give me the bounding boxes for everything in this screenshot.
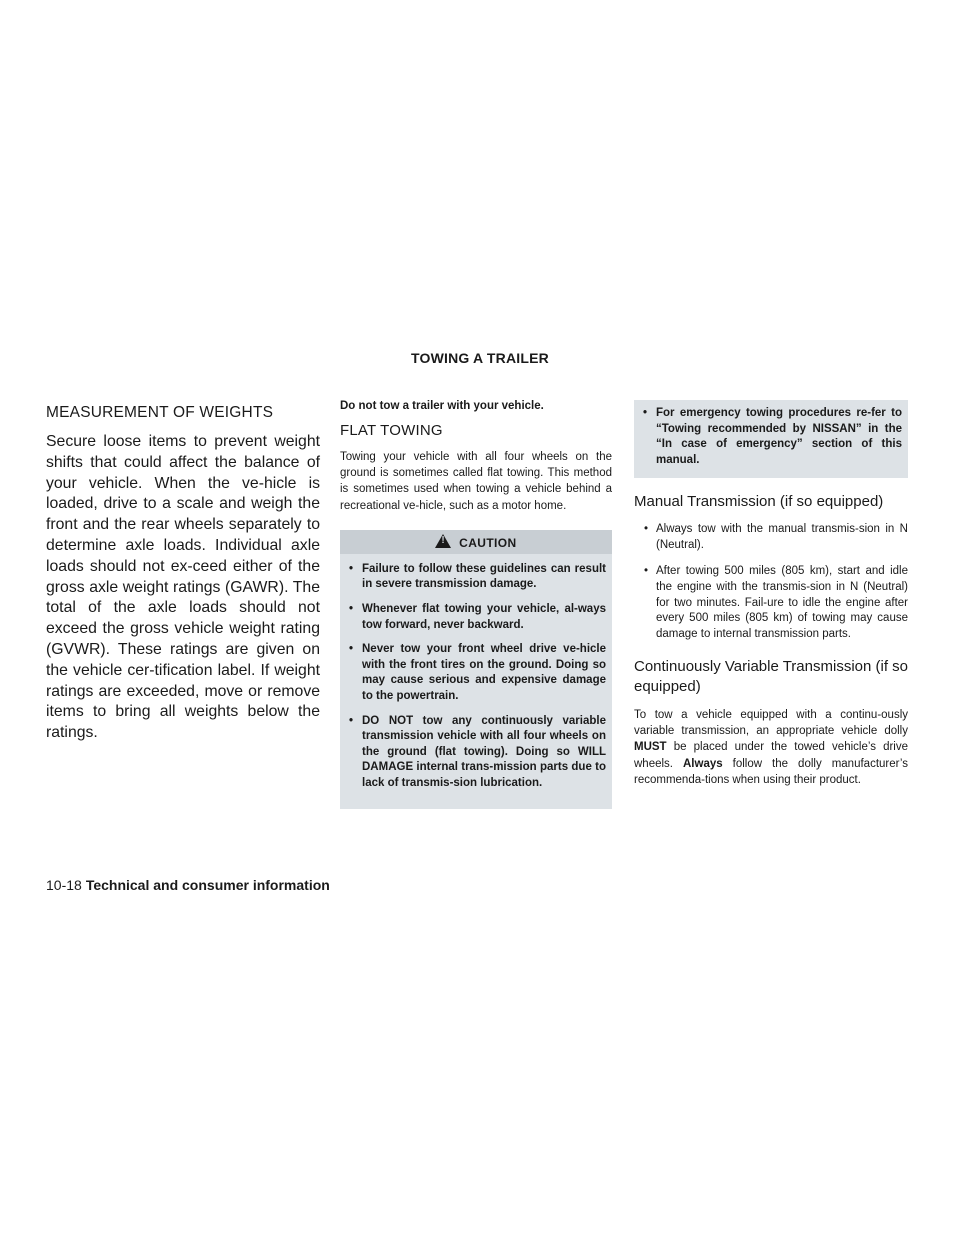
caution-item: • Failure to follow these guidelines can result in severe transmission damage. <box>348 562 606 593</box>
manual-item: • After towing 500 miles (805 km), start and idle the engine with the transmis-sion in N (Neutral) for two minutes. Fail-ure to idle the engine after every 500 miles (805 km) of towing may cause damage to internal transmission parts. <box>642 564 908 643</box>
column-1 <box>46 400 320 744</box>
caution-box <box>340 530 612 809</box>
measurement-body: Secure loose items to prevent weight shifts that could affect the balance of your vehicle. When the ve-hicle is loaded, drive to a scale and weigh the front and the rear wheels separately to determine axle loads. Individual axle loads should not ex-ceed either of the gross axle weight ratings (GAWR). The total of the axle loads should not exceed the gross vehicle weight rating (GVWR). These ratings are given on the vehicle cer-tification label. If weight ratings are exceeded, move or remove items to bring all weights below the ratings. <box>46 433 320 742</box>
heading-manual-transmission: Manual Transmission (if so equipped) <box>634 493 884 511</box>
section-title: TOWING A TRAILER <box>410 350 549 366</box>
cvt-text-1: To tow a vehicle equipped with a continu-ously variable transmission, an appropriate vehicle dolly <box>634 708 908 738</box>
page-footer <box>46 877 330 893</box>
cvt-text-2: be placed under the towed vehicle’s drive wheels. <box>634 741 908 770</box>
flat-towing-body: Towing your vehicle with all four wheels on the ground is sometimes called flat towing. This method is sometimes used when towing a vehicle behind a recreational ve-hicle, such as a motor home. <box>340 451 612 512</box>
column-2 <box>340 400 612 809</box>
chapter-title: Technical and consumer information <box>85 877 330 893</box>
caution-list-continued <box>634 406 908 468</box>
cvt-text-3: follow the dolly manufacturer’s recommenda-tions when using their product. <box>634 757 908 786</box>
caution-header <box>340 530 612 554</box>
warning-triangle-icon <box>435 534 451 548</box>
cvt-always: Always <box>683 757 723 770</box>
page-number: 10-18 <box>46 877 82 893</box>
cvt-body <box>634 707 908 788</box>
manual-transmission-list <box>634 522 908 643</box>
column-3 <box>634 400 908 802</box>
no-trailer-note: Do not tow a trailer with your vehicle. <box>340 400 544 412</box>
caution-item: • DO NOT tow any continuously variable transmission vehicle with all four wheels on the ground (flat towing). Doing so WILL DAMAGE internal trans-mission parts due to lack of transmis-sion lubrication. <box>348 714 606 792</box>
caution-list <box>340 562 612 792</box>
caution-label: CAUTION <box>459 535 517 550</box>
caution-box-continued <box>634 400 908 478</box>
heading-measurement-of-weights: MEASUREMENT OF WEIGHTS <box>46 404 274 421</box>
cvt-must: MUST <box>634 741 667 754</box>
heading-flat-towing: FLAT TOWING <box>340 422 443 439</box>
manual-item: • Always tow with the manual transmis-sion in N (Neutral). <box>642 522 908 554</box>
caution-item: • Never tow your front wheel drive ve-hicle with the front tires on the ground. Doing so may cause serious and expensive damage to the powertrain. <box>348 642 606 704</box>
heading-cvt: Continuously Variable Transmission (if so equipped) <box>634 657 909 695</box>
caution-item: • For emergency towing procedures re-fer to “Towing recommended by NISSAN” in the “In case of emergency” section of this manual. <box>642 406 902 468</box>
caution-item: • Whenever flat towing your vehicle, al-ways tow forward, never backward. <box>348 602 606 633</box>
